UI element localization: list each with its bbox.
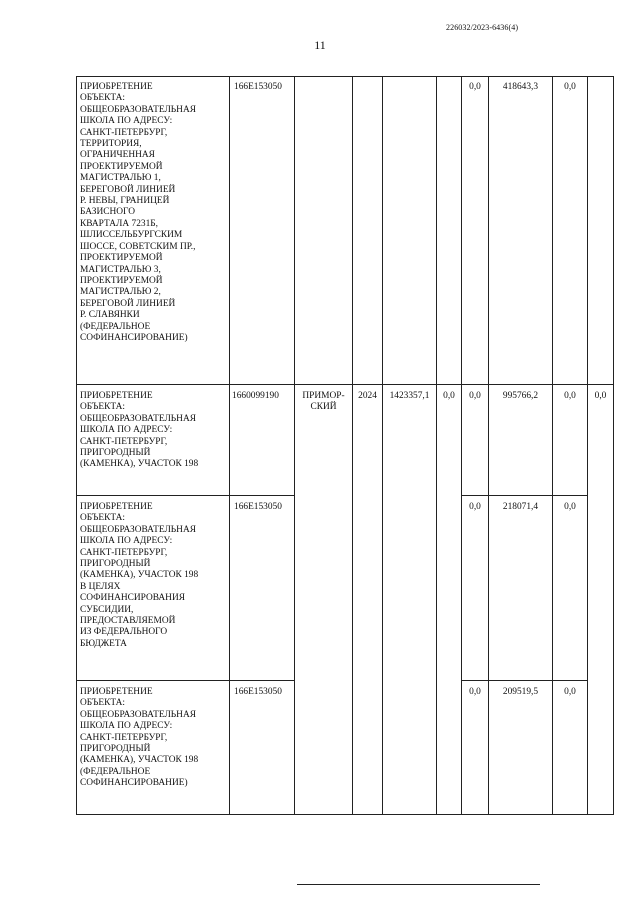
- table-row-2-district: ПРИМОР- СКИЙ: [302, 391, 345, 413]
- table-row-4-object-name: ПРИОБРЕТЕНИЕ ОБЪЕКТА: ОБЩЕОБРАЗОВАТЕЛЬНАЯ ШКОЛА ПО АДРЕСУ: САНКТ-ПЕТЕРБУРГ, ПРИГОРОДНЫЙ (КАМЕНКА), УЧАСТОК 198 (ФЕДЕРАЛЬНОЕ СОФИНАНСИРОВАНИЕ): [80, 687, 199, 789]
- table-row-3-value-a: 0,0: [469, 502, 481, 512]
- table-row-1-value-c: 0,0: [564, 82, 576, 92]
- table-row-4-value-b: 209519,5: [502, 687, 539, 697]
- table-row-2-value-a: 0,0: [469, 391, 481, 401]
- page-number: 11: [314, 38, 326, 52]
- table-row-2-value-c: 0,0: [564, 391, 576, 401]
- table-row-2-value-d: 0,0: [594, 391, 607, 401]
- document-registration-number: 226032/2023-6436(4): [446, 23, 519, 32]
- table-row-4-value-c: 0,0: [564, 687, 576, 697]
- table-row-2-code: 1660099190: [232, 391, 279, 401]
- table-row-2-object-name: ПРИОБРЕТЕНИЕ ОБЪЕКТА: ОБЩЕОБРАЗОВАТЕЛЬНАЯ ШКОЛА ПО АДРЕСУ: САНКТ-ПЕТЕРБУРГ, ПРИГОРОДНЫЙ (КАМЕНКА), УЧАСТОК 198: [80, 391, 199, 470]
- table-row-2-value-pre: 0,0: [443, 391, 455, 401]
- table-row-3-object-name: ПРИОБРЕТЕНИЕ ОБЪЕКТА: ОБЩЕОБРАЗОВАТЕЛЬНАЯ ШКОЛА ПО АДРЕСУ: САНКТ-ПЕТЕРБУРГ, ПРИГОРОДНЫЙ (КАМЕНКА), УЧАСТОК 198 В ЦЕЛЯХ СОФИНАНСИРОВАНИЯ СУБСИДИИ, ПРЕДОСТАВЛЯЕМОЙ ИЗ ФЕДЕРАЛЬНОГО БЮДЖЕТА: [80, 502, 199, 649]
- table-row-3-value-c: 0,0: [564, 502, 576, 512]
- table-row-1-value-a: 0,0: [469, 82, 481, 92]
- table-row-1-code: 166E153050: [234, 82, 282, 92]
- table-row-1-object-name: ПРИОБРЕТЕНИЕ ОБЪЕКТА: ОБЩЕОБРАЗОВАТЕЛЬНАЯ ШКОЛА ПО АДРЕСУ: САНКТ-ПЕТЕРБУРГ, ТЕРРИТОРИЯ, ОГРАНИЧЕННАЯ ПРОЕКТИРУЕМОЙ МАГИСТРАЛЬЮ 1, БЕРЕГОВОЙ ЛИНИЕЙ Р. НЕВЫ, ГРАНИЦЕЙ БАЗИСНОГО КВАРТАЛА 7231Б, ШЛИССЕЛЬБУРГСКИМ ШОССЕ, СОВЕТСКИМ ПР., ПРОЕКТИРУЕМОЙ МАГИСТРАЛЬЮ 3, ПРОЕКТИРУЕМОЙ МАГИСТРАЛЬЮ 2, БЕРЕГОВОЙ ЛИНИЕЙ Р. СЛАВЯНКИ (ФЕДЕРАЛЬНОЕ СОФИНАНСИРОВАНИЕ): [80, 82, 196, 343]
- table-row-4-code: 166E153050: [234, 687, 282, 697]
- table-row-2-year: 2024: [358, 391, 377, 401]
- table-row-3-code: 166E153050: [234, 502, 282, 512]
- table-row-1-value-b: 418643,3: [502, 82, 539, 92]
- table-row-2-total: 1423357,1: [389, 391, 430, 401]
- table-row-3-value-b: 218071,4: [502, 502, 539, 512]
- footer-divider: [297, 884, 540, 885]
- table-row-2-value-b: 995766,2: [502, 391, 539, 401]
- table-row-4-value-a: 0,0: [469, 687, 481, 697]
